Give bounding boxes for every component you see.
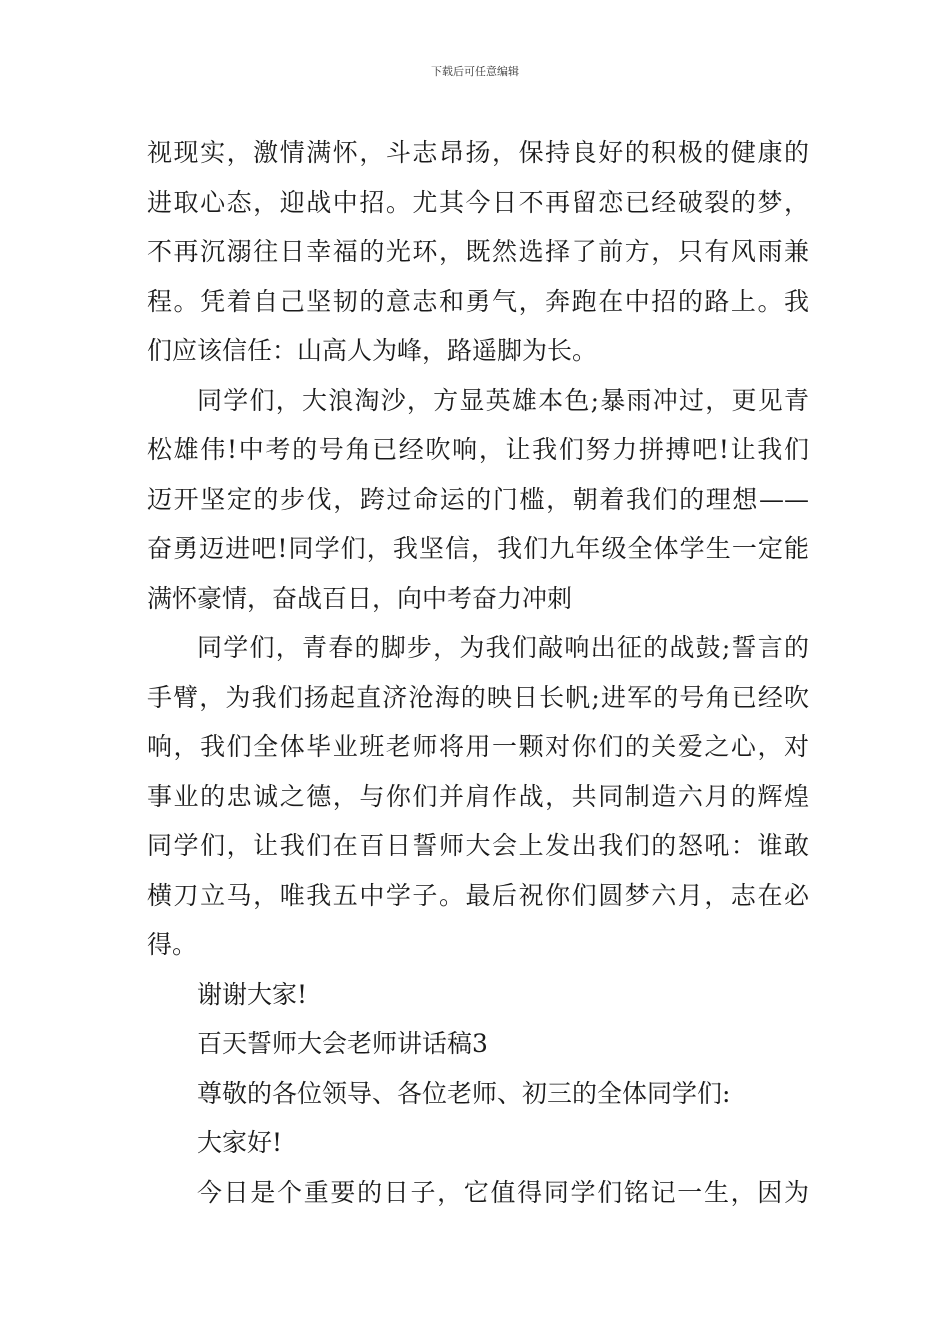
text-line: 程。凭着自己坚韧的意志和勇气，奔跑在中招的路上。我 — [147, 286, 809, 316]
text-line: 横刀立马，唯我五中学子。最后祝你们圆梦六月，志在必 — [147, 880, 809, 910]
section-heading: 百天誓师大会老师讲话稿3 — [197, 1029, 488, 1058]
text-line: 得。 — [147, 930, 198, 959]
page-header: 下载后可任意编辑 — [431, 65, 519, 78]
text-line: 同学们，让我们在百日誓师大会上发出我们的怒吼：谁敢 — [147, 831, 809, 860]
text-line: 同学们，青春的脚步，为我们敲响出征的战鼓;誓言的 — [197, 633, 809, 662]
text-line: 同学们，大浪淘沙，方显英雄本色;暴雨冲过，更见青 — [197, 385, 809, 415]
greeting: 大家好! — [197, 1128, 283, 1157]
text-line: 今日是个重要的日子，它值得同学们铭记一生，因为 — [197, 1177, 809, 1207]
text-line: 松雄伟!中考的号角已经吹响，让我们努力拼搏吧!让我们 — [147, 435, 809, 464]
text-line: 进取心态，迎战中招。尤其今日不再留恋已经破裂的梦， — [147, 187, 809, 217]
text-line: 视现实，激情满怀，斗志昂扬，保持良好的积极的健康的 — [147, 138, 809, 167]
salutation: 尊敬的各位领导、各位老师、初三的全体同学们: — [197, 1078, 731, 1108]
text-line: 奋勇迈进吧!同学们，我坚信，我们九年级全体学生一定能 — [147, 534, 809, 563]
text-line: 满怀豪情，奋战百日，向中考奋力冲刺 — [147, 583, 573, 613]
text-line: 谢谢大家! — [197, 979, 308, 1009]
text-line: 迈开坚定的步伐，跨过命运的门槛，朝着我们的理想—— — [147, 484, 809, 514]
text-line: 不再沉溺往日幸福的光环，既然选择了前方，只有风雨兼 — [147, 237, 809, 266]
text-line: 们应该信任：山高人为峰，路遥脚为长。 — [147, 336, 598, 365]
text-line: 响，我们全体毕业班老师将用一颗对你们的关爱之心，对 — [147, 732, 809, 761]
document-body — [147, 128, 809, 1217]
text-line: 手臂，为我们扬起直济沧海的映日长帆;进军的号角已经吹 — [147, 682, 809, 712]
text-line: 事业的忠诚之德，与你们并肩作战，共同制造六月的辉煌 — [147, 781, 809, 811]
